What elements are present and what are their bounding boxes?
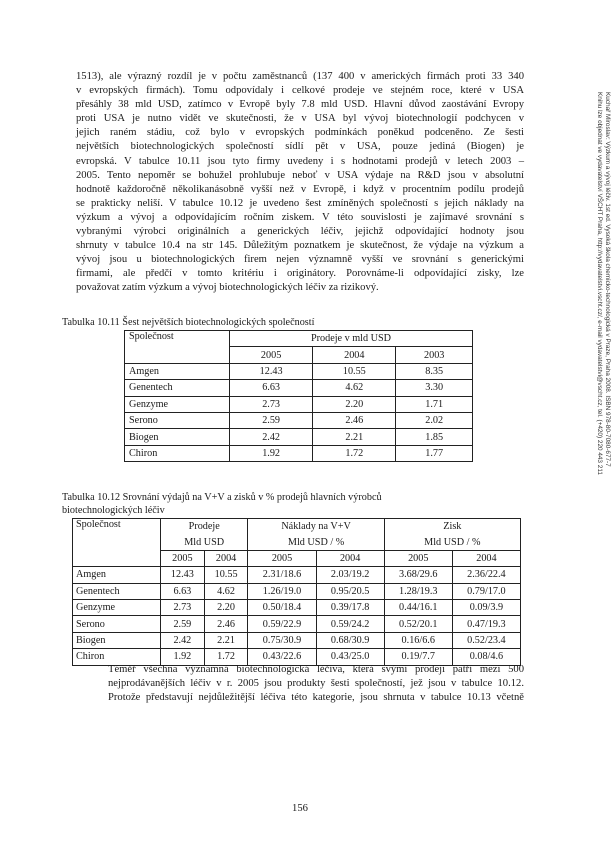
table-row <box>125 380 473 396</box>
sales-value: 2.73 <box>230 396 313 412</box>
table-cell: 6.63 <box>161 583 205 599</box>
company-name: Serono <box>73 616 161 632</box>
table-cell: 3.68/29.6 <box>384 567 452 583</box>
year-header: 2004 <box>316 550 384 566</box>
table-cell: 0.79/17.0 <box>452 583 520 599</box>
table-row <box>73 599 521 615</box>
text-line: výzkum a vývoj a odpovídajícím ročním ziskem. V této souvislosti je zajímavé srovnání s <box>76 211 524 223</box>
table-cell: 12.43 <box>161 567 205 583</box>
company-name: Biogen <box>125 429 230 445</box>
column-group-header-profit: Zisk <box>384 519 520 535</box>
table-cell: 0.50/18.4 <box>248 599 316 615</box>
column-group-unit: Mld USD / % <box>248 534 384 550</box>
sales-value: 2.20 <box>313 396 396 412</box>
table-10-11-caption: Tabulka 10.11 Šest největších biotechnologických společností <box>62 317 315 328</box>
sales-value: 1.77 <box>396 445 473 461</box>
page-number: 156 <box>292 803 308 814</box>
company-name: Genzyme <box>125 396 230 412</box>
caption-line: Tabulka 10.12 Srovnání výdajů na V+V a zisků v % prodejů hlavních výrobců <box>62 492 382 503</box>
company-name: Chiron <box>73 649 161 665</box>
table-cell: 0.47/19.3 <box>452 616 520 632</box>
sales-value: 10.55 <box>313 363 396 379</box>
table-cell: 0.08/4.6 <box>452 649 520 665</box>
sales-value: 1.72 <box>313 445 396 461</box>
text-line: Protože představují nejdůležitější léčiva této kategorie, jsou shrnuta v tabulce 10.13 včetně <box>108 692 524 704</box>
text-line: proti USA je nutno vidět ve skutečnosti, že v USA byl vývoj biotechnologií podchycen v <box>76 113 524 125</box>
table-cell: 0.09/3.9 <box>452 599 520 615</box>
column-group-unit: Mld USD / % <box>384 534 520 550</box>
text-line: 2005. Tento nepoměr se bohužel prohlubuje neboť v USA výdaje na R&D jsou v absolutní <box>76 169 524 181</box>
table-cell: 1.28/19.3 <box>384 583 452 599</box>
table-10-12 <box>72 518 521 666</box>
text-line: evropská. V tabulce 10.11 jsou tyto firmy uvedeny i s hodnotami prodejů v letech 2003 – <box>76 155 524 167</box>
text-line: 1513), ale výrazný rozdíl je v počtu zaměstnanců (137 400 v amerických firmách proti 33 340 <box>76 71 524 82</box>
table-cell: 4.62 <box>204 583 248 599</box>
sales-value: 1.71 <box>396 396 473 412</box>
side-note-line: Kuchař Miroslav: Výzkum a vývoj léčiv. 1st ed. Vysoká škola chemicko-technologická v Praze, Praha 2008. ISBN 978-80-7080-677-7 <box>604 92 611 467</box>
sales-value: 8.35 <box>396 363 473 379</box>
column-header-company: Společnost <box>73 519 161 567</box>
year-header: 2005 <box>248 550 316 566</box>
table-cell: 0.52/20.1 <box>384 616 452 632</box>
table-cell: 0.39/17.8 <box>316 599 384 615</box>
year-header: 2004 <box>452 550 520 566</box>
table-row <box>125 363 473 379</box>
company-name: Genentech <box>125 380 230 396</box>
text-line: firmami, ale předčí v tomto kritériu i originátory. Porovnáme-li odpovídající zisky, lze <box>76 268 524 280</box>
sales-value: 2.46 <box>313 412 396 428</box>
column-group-header-sales: Prodeje v mld USD <box>230 331 473 347</box>
text-line: vybranými výrobci originálních a generických léčiv, jejichž odpovídající hodnoty jsou <box>76 226 524 238</box>
table-10-11 <box>124 330 473 462</box>
table-cell: 2.31/18.6 <box>248 567 316 583</box>
table-row <box>125 429 473 445</box>
company-name: Biogen <box>73 632 161 648</box>
text-line: nejprodávanějších léčiv v r. 2005 jsou produkty šesti společností, jež jsou v tabulce 10.12. <box>108 678 524 690</box>
column-group-header-rd-costs: Náklady na V+V <box>248 519 384 535</box>
table-cell: 1.26/19.0 <box>248 583 316 599</box>
body-paragraph-1 <box>76 70 524 296</box>
company-name: Genentech <box>73 583 161 599</box>
year-header: 2005 <box>161 550 205 566</box>
company-name: Chiron <box>125 445 230 461</box>
table-cell: 2.21 <box>204 632 248 648</box>
table-row <box>125 396 473 412</box>
table-cell: 2.36/22.4 <box>452 567 520 583</box>
text-line: přesáhly 38 mld USD, zatímco v Evropě byly 7.8 mld USD. Hlavní důvod zaostávání Evropy <box>76 99 524 111</box>
text-line: Téměř všechna významná biotechnologická léčiva, která svými prodeji patří mezi 500 <box>108 664 524 675</box>
year-header: 2003 <box>396 347 473 363</box>
column-group-unit: Mld USD <box>161 534 248 550</box>
sales-value: 6.63 <box>230 380 313 396</box>
text-line: hodnotě každoročně několikanásobně vyšší než v Evropě, i když v procentním podílu prodejů <box>76 183 524 195</box>
table-cell: 2.20 <box>204 599 248 615</box>
table-row <box>73 567 521 583</box>
text-line: největších biotechnologických společností sídlí pět v USA, pouze jediná (Biogen) je <box>76 141 524 153</box>
sales-value: 2.21 <box>313 429 396 445</box>
table-row <box>125 412 473 428</box>
year-header: 2005 <box>230 347 313 363</box>
sales-value: 12.43 <box>230 363 313 379</box>
table-cell: 0.68/30.9 <box>316 632 384 648</box>
year-header: 2004 <box>313 347 396 363</box>
body-paragraph-2 <box>76 663 524 705</box>
column-group-header-sales: Prodeje <box>161 519 248 535</box>
table-row <box>125 445 473 461</box>
text-line: jejich raném stádiu, což bylo v evropských podmínkách poněkud podceněno. Ze šesti <box>76 127 524 139</box>
table-cell: 1.92 <box>161 649 205 665</box>
column-header-company: Společnost <box>125 331 230 364</box>
table-cell: 0.16/6.6 <box>384 632 452 648</box>
table-cell: 10.55 <box>204 567 248 583</box>
side-note-line: Knihu lze objednat ve vydavatelství VŠCHT Praha, http://vydavatelstvi.vscht.cz/, e-mail vydavatelstvi@vscht.cz, tel. (+420) 220 443 211 <box>595 92 603 475</box>
caption-line: biotechnologických léčiv <box>62 505 165 516</box>
table-cell: 0.44/16.1 <box>384 599 452 615</box>
table-cell: 0.75/30.9 <box>248 632 316 648</box>
year-header: 2004 <box>204 550 248 566</box>
table-cell: 2.03/19.2 <box>316 567 384 583</box>
company-name: Amgen <box>125 363 230 379</box>
company-name: Amgen <box>73 567 161 583</box>
table-cell: 0.43/25.0 <box>316 649 384 665</box>
table-row <box>73 616 521 632</box>
table-10-12-caption <box>62 491 502 517</box>
table-cell: 0.59/24.2 <box>316 616 384 632</box>
table-cell: 0.52/23.4 <box>452 632 520 648</box>
table-row <box>73 583 521 599</box>
table-cell: 1.72 <box>204 649 248 665</box>
table-cell: 2.59 <box>161 616 205 632</box>
sales-value: 2.59 <box>230 412 313 428</box>
text-line: se prakticky neliší. V tabulce 10.12 je uvedeno šest zmíněných společností s jejich náklady na <box>76 197 524 209</box>
text-line: vývoj jsou u biotechnologických firem nejen významně vyšší ve srovnání s generickými <box>76 254 524 266</box>
table-cell: 2.46 <box>204 616 248 632</box>
company-name: Genzyme <box>73 599 161 615</box>
text-line: shrnuty v tabulce 10.4 na str 145. Důležitým poznatkem je skutečnost, že výdaje na výzkum a <box>76 240 524 252</box>
rotated-side-note <box>565 92 611 652</box>
sales-value: 4.62 <box>313 380 396 396</box>
text-line: v evropských firmách). Tomu odpovídaly i celkové prodeje ve stejném roce, které v USA <box>76 85 524 97</box>
sales-value: 2.42 <box>230 429 313 445</box>
table-cell: 0.43/22.6 <box>248 649 316 665</box>
table-cell: 2.73 <box>161 599 205 615</box>
text-line: považovat zatím výzkum a vývoj biotechnologických léčiv za rizikový. <box>76 282 379 294</box>
table-cell: 0.19/7.7 <box>384 649 452 665</box>
table-cell: 2.42 <box>161 632 205 648</box>
table-row <box>73 632 521 648</box>
sales-value: 1.85 <box>396 429 473 445</box>
year-header: 2005 <box>384 550 452 566</box>
table-cell: 0.95/20.5 <box>316 583 384 599</box>
sales-value: 1.92 <box>230 445 313 461</box>
table-cell: 0.59/22.9 <box>248 616 316 632</box>
sales-value: 3.30 <box>396 380 473 396</box>
sales-value: 2.02 <box>396 412 473 428</box>
company-name: Serono <box>125 412 230 428</box>
